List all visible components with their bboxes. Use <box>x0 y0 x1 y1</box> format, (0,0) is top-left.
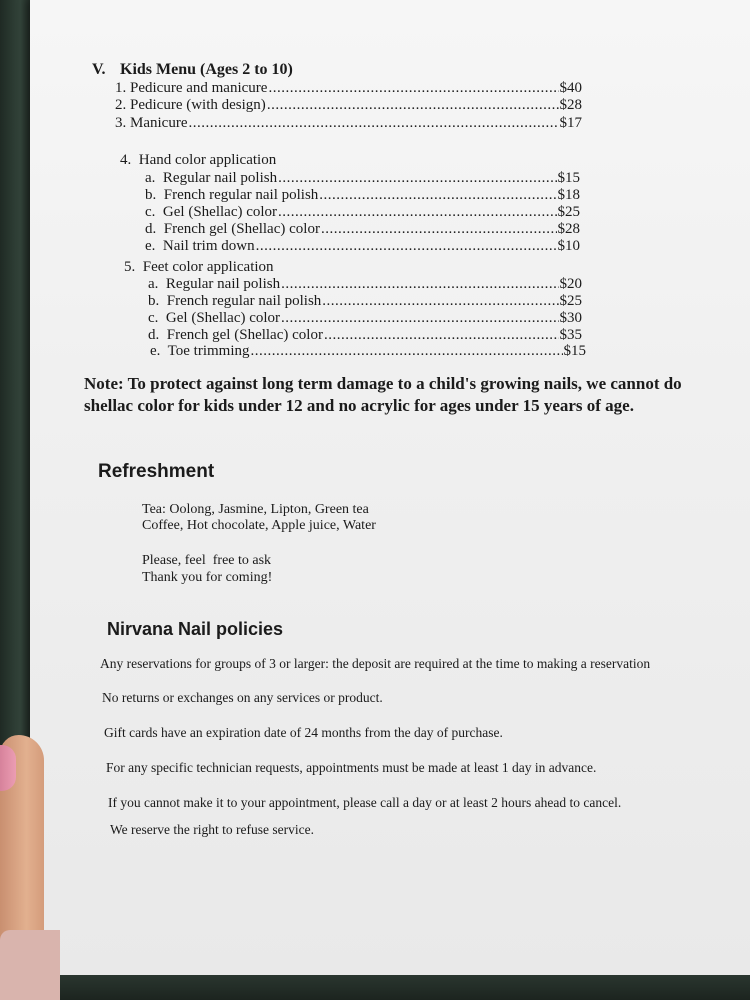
leader-dots <box>267 97 559 114</box>
item-label: French gel (Shellac) color <box>163 221 320 237</box>
item-letter: a. <box>145 170 156 186</box>
item-price: $10 <box>557 238 580 254</box>
item-label: Toe trimming <box>167 343 250 359</box>
menu-item <box>145 187 580 204</box>
item-number: 1. <box>115 80 127 96</box>
feet-color-heading: 5. Feet color application <box>124 259 274 275</box>
menu-item <box>148 327 582 344</box>
policy-line: If you cannot make it to your appointment, please call a day or at least 2 hours ahead to cancel. <box>108 795 622 810</box>
section-number: V. <box>92 61 106 78</box>
item-price: $15 <box>557 170 580 186</box>
item-label: Manicure <box>130 115 188 131</box>
leader-dots <box>256 238 557 255</box>
refreshment-heading: Refreshment <box>98 461 215 482</box>
leader-dots <box>278 204 556 221</box>
item-price: $20 <box>559 276 582 292</box>
kids-menu-heading <box>92 61 293 79</box>
menu-item <box>145 221 580 238</box>
policy-line: Gift cards have an expiration date of 24 months from the day of purchase. <box>104 725 503 740</box>
item-letter: c. <box>145 204 156 220</box>
item-price: $15 <box>563 343 586 359</box>
leader-dots <box>278 170 556 187</box>
leader-dots <box>281 310 558 327</box>
menu-item <box>148 293 582 310</box>
item-price: $18 <box>557 187 580 203</box>
leader-dots <box>321 221 557 238</box>
item-label: Gel (Shellac) color <box>162 204 278 220</box>
sleeve <box>0 930 60 1000</box>
section-title: Kids Menu (Ages 2 to 10) <box>120 61 293 78</box>
note-line: Note: To protect against long term damage to a child's growing nails, we cannot do <box>84 374 682 393</box>
menu-item <box>148 276 582 293</box>
item-label: French gel (Shellac) color <box>166 327 323 343</box>
menu-item <box>115 80 582 97</box>
item-price: $25 <box>557 204 580 220</box>
item-price: $30 <box>559 310 582 326</box>
item-letter: e. <box>145 238 156 254</box>
leader-dots <box>188 115 558 132</box>
leader-dots <box>322 293 558 310</box>
item-price: $17 <box>559 115 582 131</box>
item-letter: b. <box>145 187 157 203</box>
item-label: Nail trim down <box>162 238 255 254</box>
item-label: Regular nail polish <box>162 170 278 186</box>
item-label: Pedicure (with design) <box>130 97 266 113</box>
item-label: French regular nail polish <box>166 293 322 309</box>
menu-page <box>30 0 750 975</box>
policy-line: For any specific technician requests, appointments must be made at least 1 day in advance. <box>106 760 597 775</box>
item-label: Gel (Shellac) color <box>165 310 281 326</box>
menu-item <box>145 204 580 221</box>
policy-line: No returns or exchanges on any services or product. <box>102 690 383 705</box>
item-letter: e. <box>150 343 161 359</box>
thumb-nail <box>0 745 16 791</box>
menu-item <box>145 170 580 187</box>
item-letter: b. <box>148 293 160 309</box>
menu-item <box>148 310 582 327</box>
item-letter: a. <box>148 276 159 292</box>
policy-line: We reserve the right to refuse service. <box>110 822 314 837</box>
item-price: $40 <box>559 80 582 96</box>
item-label: French regular nail polish <box>163 187 319 203</box>
refreshment-line: Tea: Oolong, Jasmine, Lipton, Green tea <box>142 502 369 517</box>
refreshment-line: Thank you for coming! <box>142 570 273 585</box>
menu-item <box>150 343 586 360</box>
hand-color-heading: 4. Hand color application <box>120 152 277 168</box>
leader-dots <box>251 343 563 360</box>
leader-dots <box>281 276 558 293</box>
leader-dots <box>268 80 558 97</box>
kids-safety-note <box>84 373 734 417</box>
item-price: $28 <box>557 221 580 237</box>
menu-item <box>115 97 582 114</box>
item-price: $25 <box>559 293 582 309</box>
item-letter: d. <box>145 221 157 237</box>
leader-dots <box>324 327 559 344</box>
item-label: Pedicure and manicure <box>130 80 268 96</box>
item-letter: c. <box>148 310 159 326</box>
leader-dots <box>319 187 556 204</box>
item-number: 2. <box>115 97 127 113</box>
item-letter: d. <box>148 327 160 343</box>
item-number: 3. <box>115 115 127 131</box>
menu-item <box>145 238 580 255</box>
policy-line: Any reservations for groups of 3 or larger: the deposit are required at the time to making a reservation <box>100 656 651 671</box>
policies-heading: Nirvana Nail policies <box>107 619 284 639</box>
item-price: $28 <box>559 97 582 113</box>
menu-item <box>115 115 582 132</box>
refreshment-line: Coffee, Hot chocolate, Apple juice, Water <box>142 518 376 533</box>
note-line: shellac color for kids under 12 and no acrylic for ages under 15 years of age. <box>84 396 634 415</box>
item-label: Regular nail polish <box>165 276 281 292</box>
binder-cover-bottom <box>30 975 750 1000</box>
refreshment-line: Please, feel free to ask <box>142 553 272 568</box>
item-price: $35 <box>559 327 582 343</box>
